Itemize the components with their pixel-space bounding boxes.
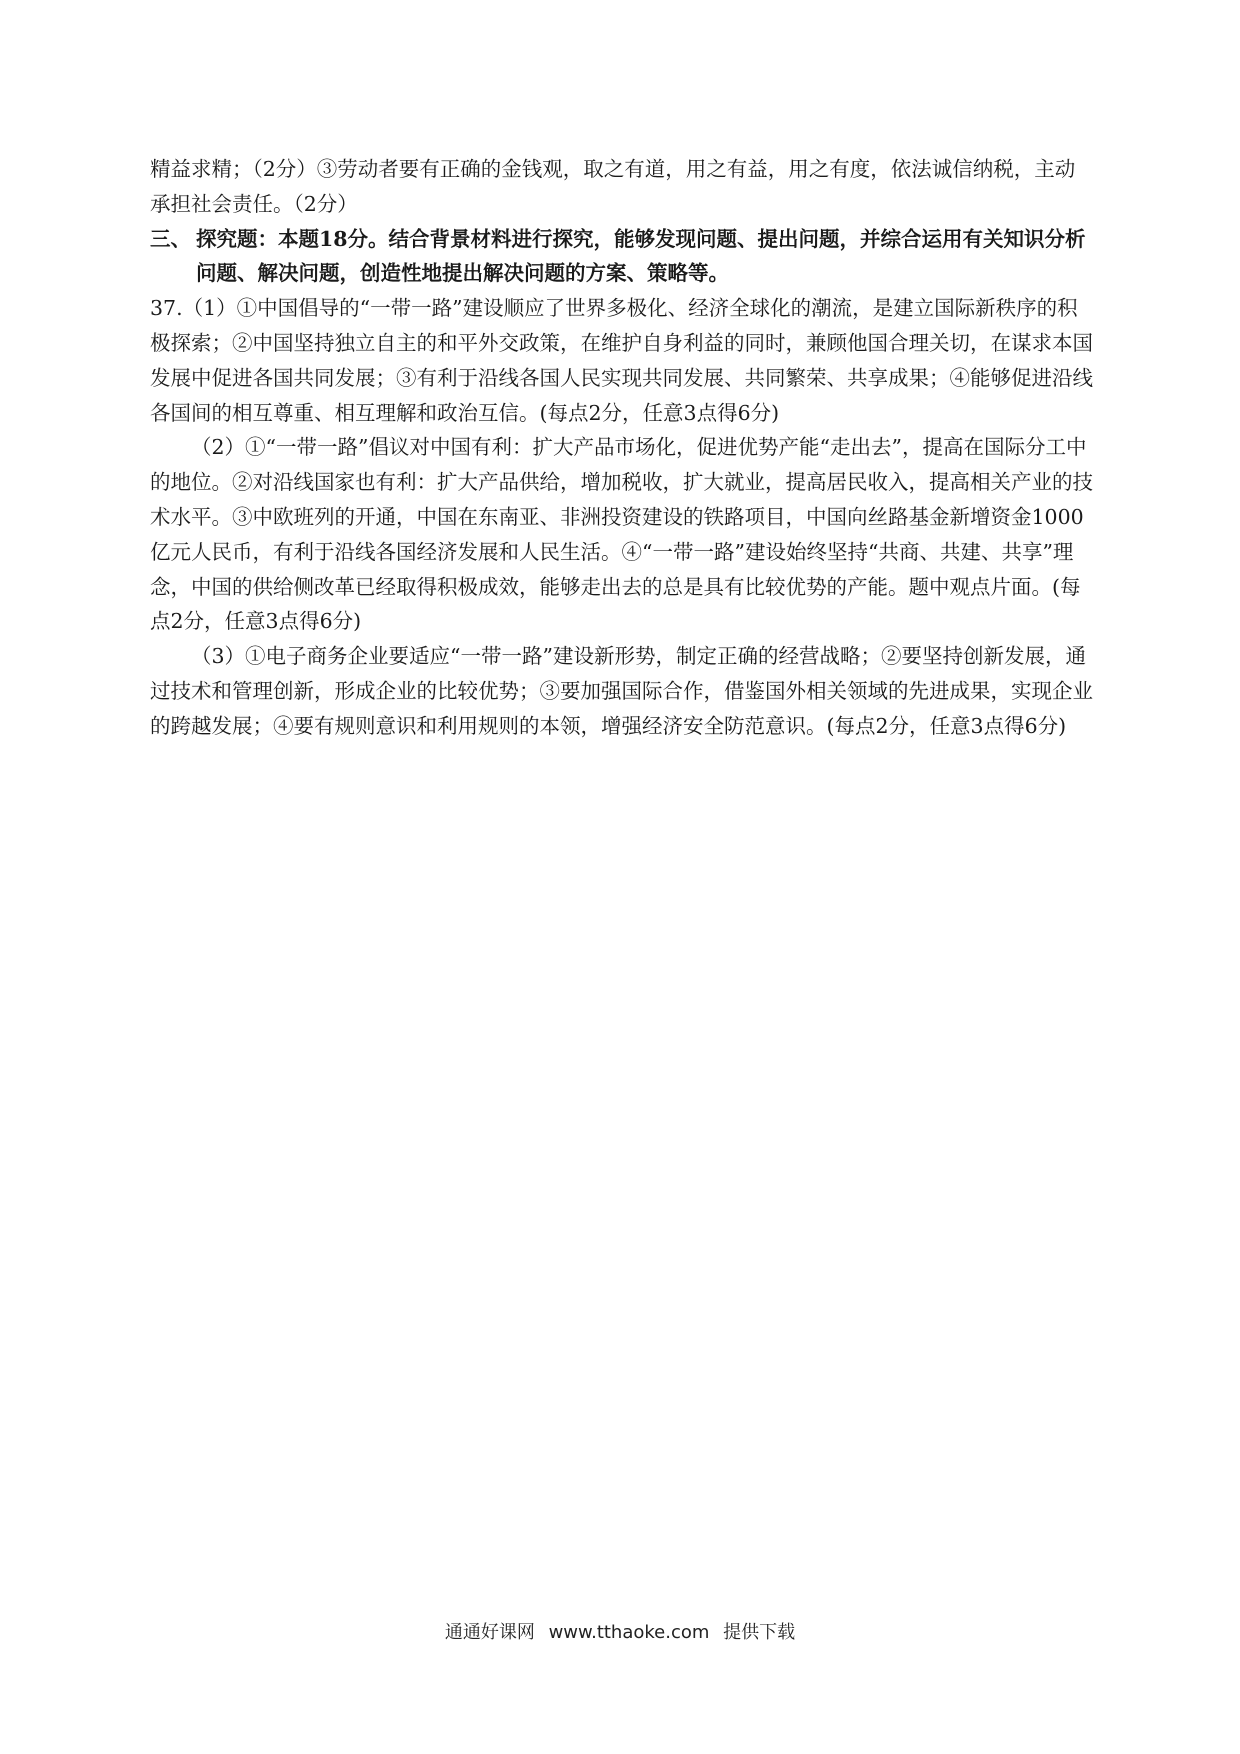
footer-site-name: 通通好课网	[444, 1622, 535, 1643]
page-footer	[0, 1618, 1240, 1644]
question-37-part-2: （2）①“一带一路”倡议对中国有利：扩大产品市场化，促进优势产能“走出去”，提高在国际分工中的地位。②对沿线国家也有利：扩大产品供给，增加税收，扩大就业，提高居民收入，提高相关产业的技术水平。③中欧班列的开通，中国在东南亚、非洲投资建设的铁路项目，中国向丝路基金新增资金1000亿元人民币，有利于沿线各国经济发展和人民生活。④“一带一路”建设始终坚持“共商、共建、共享”理念，中国的供给侧改革已经取得积极成效，能够走出去的总是具有比较优势的产能。题中观点片面。(每点2分，任意3点得6分)	[150, 435, 1093, 634]
section-heading	[150, 222, 1095, 292]
section-title: 探究题：本题18分。结合背景材料进行探究，能够发现问题、提出问题，并综合运用有关知识分析问题、解决问题，创造性地提出解决问题的方案、策略等。	[196, 226, 1086, 286]
footer-url[interactable]: www.tthaoke.com	[548, 1622, 710, 1643]
section-number: 三、	[150, 226, 191, 251]
document-body	[150, 152, 1095, 744]
question-37-part-3: （3）①电子商务企业要适应“一带一路”建设新形势，制定正确的经营战略；②要坚持创新发展，通过技术和管理创新，形成企业的比较优势；③要加强国际合作，借鉴国外相关领域的先进成果，实现企业的跨越发展；④要有规则意识和利用规则的本领，增强经济安全防范意识。(每点2分，任意3点得6分)	[150, 644, 1093, 738]
question-37-part-1: 37.（1）①中国倡导的“一带一路”建设顺应了世界多极化、经济全球化的潮流，是建立国际新秩序的积极探索；②中国坚持独立自主的和平外交政策，在维护自身利益的同时，兼顾他国合理关切，在谋求本国发展中促进各国共同发展；③有利于沿线各国人民实现共同发展、共同繁荣、共享成果；④能够促进沿线各国间的相互尊重、相互理解和政治互信。(每点2分，任意3点得6分)	[150, 296, 1093, 425]
continued-answer-paragraph: 精益求精；（2分）③劳动者要有正确的金钱观，取之有道，用之有益，用之有度，依法诚信纳税，主动承担社会责任。（2分）	[150, 157, 1076, 216]
footer-suffix: 提供下载	[723, 1622, 796, 1643]
